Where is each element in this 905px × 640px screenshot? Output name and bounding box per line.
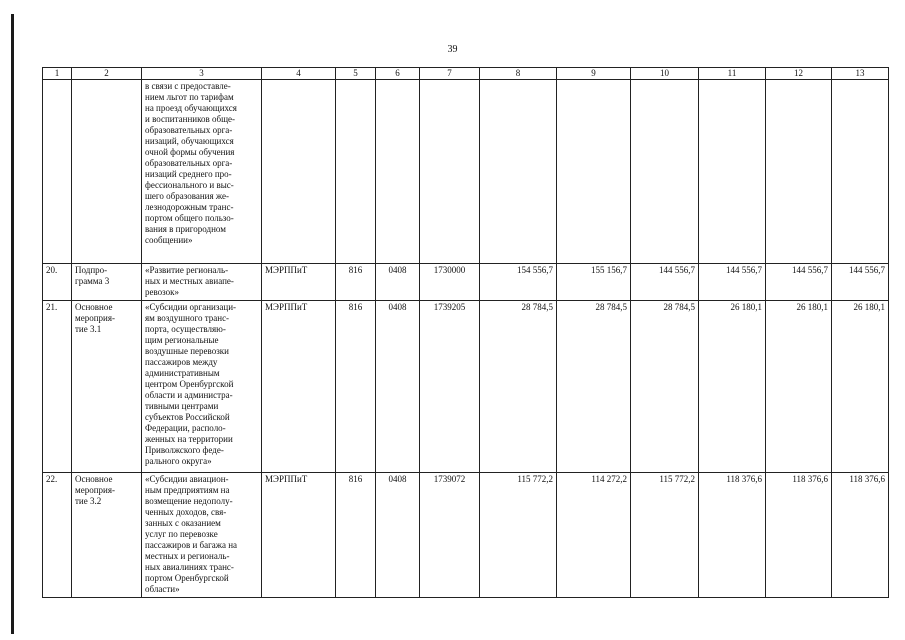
amount-cell: 118 376,6 [699,473,766,598]
table-row [43,473,889,598]
code-cell: 1730000 [420,264,480,301]
table-cell [420,80,480,264]
description-cell: «Субсидии организаци- ям воздушного транс- порта, осуществляю- щим региональные воздушные перевозки пассажиров между административным центром Оренбургской области и администра- тивными центрами субъектов Российской Федерации, располо- женных на территории Приволжского феде- рального округа» [142,301,262,473]
column-number-row [43,68,889,80]
table-cell [766,80,832,264]
page-number: 39 [447,44,458,55]
table-cell [480,80,557,264]
table-cell [699,80,766,264]
table-cell [43,80,72,264]
row-number: 20. [43,264,72,301]
code-cell: 816 [336,473,376,598]
column-header: 4 [262,68,336,80]
amount-cell: 118 376,6 [766,473,832,598]
item-kind: Основное мероприя- тие 3.2 [72,473,142,598]
amount-cell: 144 556,7 [832,264,889,301]
amount-cell: 26 180,1 [699,301,766,473]
description-cell: «Развитие региональ- ных и местных авиапе- ревозок» [142,264,262,301]
code-cell: 816 [336,301,376,473]
column-header: 7 [420,68,480,80]
amount-cell: 26 180,1 [832,301,889,473]
table-cell [336,80,376,264]
amount-cell: 155 156,7 [557,264,631,301]
table-cell [262,80,336,264]
column-header: 1 [43,68,72,80]
table-cell [557,80,631,264]
description-cell: в связи с предоставле- нием льгот по тарифам на проезд обучающихся и воспитанников обще- образовательных орга- низаций, обучающихся очной формы обучения образовательных орга- низаций среднего про- фессионального и выс- шего образования же- лезнодорожным транс- портом общего пользо- вания в пригородном сообщении» [142,80,262,264]
table-cell [72,80,142,264]
amount-cell: 154 556,7 [480,264,557,301]
budget-table [42,67,889,598]
amount-cell: 28 784,5 [631,301,699,473]
table-row-continuation [43,80,889,264]
binding-edge-line [11,14,14,634]
amount-cell: 144 556,7 [766,264,832,301]
code-cell: 816 [336,264,376,301]
item-kind: Подпро- грамма 3 [72,264,142,301]
amount-cell: 114 272,2 [557,473,631,598]
amount-cell: 144 556,7 [631,264,699,301]
table-row [43,264,889,301]
column-header: 11 [699,68,766,80]
executor-cell: МЭРППиТ [262,264,336,301]
description-cell: «Субсидии авиацион- ным предприятиям на возмещение недополу- ченных доходов, свя- занных с оказанием услуг по перевозке пассажиров и багажа на местных и региональ- ных авиалиниях транс- портом Оренбургской области» [142,473,262,598]
table-row [43,301,889,473]
column-header: 10 [631,68,699,80]
amount-cell: 115 772,2 [631,473,699,598]
item-kind: Основное мероприя- тие 3.1 [72,301,142,473]
code-cell: 1739205 [420,301,480,473]
column-header: 6 [376,68,420,80]
code-cell: 0408 [376,301,420,473]
amount-cell: 144 556,7 [699,264,766,301]
row-number: 21. [43,301,72,473]
code-cell: 0408 [376,264,420,301]
column-header: 13 [832,68,889,80]
column-header: 8 [480,68,557,80]
executor-cell: МЭРППиТ [262,301,336,473]
amount-cell: 26 180,1 [766,301,832,473]
amount-cell: 28 784,5 [480,301,557,473]
table-cell [376,80,420,264]
table-cell [631,80,699,264]
amount-cell: 115 772,2 [480,473,557,598]
row-number: 22. [43,473,72,598]
column-header: 3 [142,68,262,80]
column-header: 12 [766,68,832,80]
column-header: 5 [336,68,376,80]
column-header: 9 [557,68,631,80]
code-cell: 0408 [376,473,420,598]
table-cell [832,80,889,264]
code-cell: 1739072 [420,473,480,598]
amount-cell: 118 376,6 [832,473,889,598]
amount-cell: 28 784,5 [557,301,631,473]
column-header: 2 [72,68,142,80]
executor-cell: МЭРППиТ [262,473,336,598]
